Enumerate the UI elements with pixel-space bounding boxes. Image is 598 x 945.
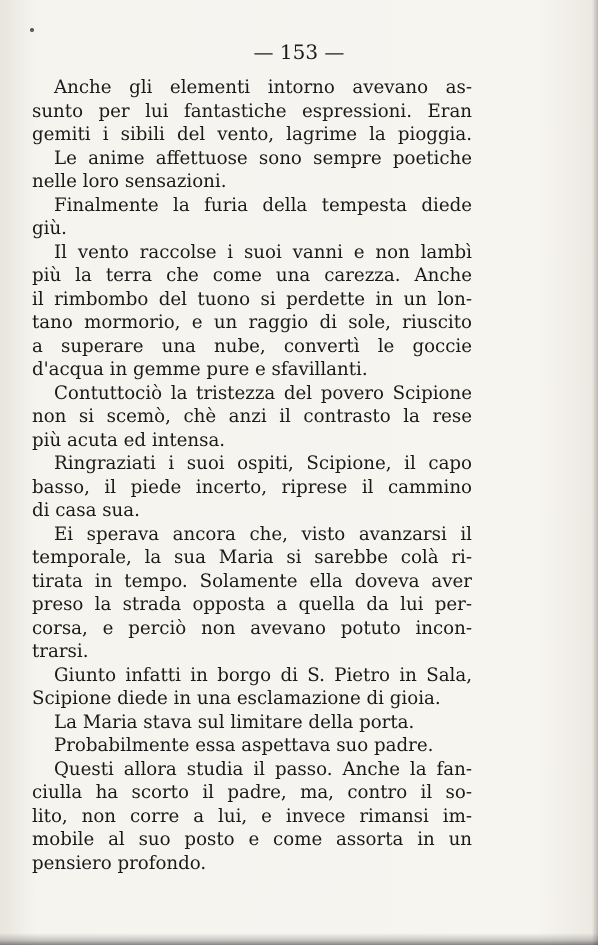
text-line: mobile al suo posto e come assorta in un (32, 829, 472, 850)
text-line: lito, non corre a lui, e invece rimansi im- (32, 805, 472, 827)
text-line: trarsi. (32, 641, 89, 662)
text-line: a superare una nube, convertì le goccie (32, 335, 472, 357)
text-line: non si scemò, chè anzi il contrasto la rese (32, 406, 472, 427)
text-line: Scipione diede in una esclamazione di gioia. (32, 688, 441, 709)
text-line: Giunto infatti in borgo di S. Pietro in Sala, (54, 664, 472, 686)
text-line: La Maria stava sul limitare della porta. (54, 711, 415, 733)
text-line: Le anime affettuose sono sempre poetiche (54, 147, 472, 169)
text-line: preso la strada opposta a quella da lui per- (32, 594, 472, 615)
text-line: d'acqua in gemme pure e sfavillanti. (32, 359, 368, 380)
text-line: di casa sua. (32, 500, 140, 521)
page-bottom-shadow (0, 933, 598, 945)
text-line: ciulla ha scorto il padre, ma, contro il so- (32, 782, 472, 803)
text-line: Questi allora studia il passo. Anche la fan- (54, 758, 472, 780)
text-line: gemiti i sibili del vento, lagrime la pioggia. (32, 124, 472, 145)
text-line: Anche gli elementi intorno avevano as- (54, 77, 472, 98)
text-line: corsa, e perciò non avevano potuto incon- (32, 617, 472, 639)
text-line: Contuttociò la tristezza del povero Scipione (54, 382, 472, 404)
text-line: Finalmente la furia della tempesta diede (54, 194, 472, 216)
text-line: Il vento raccolse i suoi vanni e non lambì (54, 241, 472, 263)
text-line: nelle loro sensazioni. (32, 171, 227, 192)
text-line: tano mormorio, e un raggio di sole, riuscito (32, 312, 472, 333)
text-line: più acuta ed intensa. (32, 429, 226, 451)
text-line: il rimbombo del tuono si perdette in un lon- (32, 288, 472, 310)
text-line: basso, il piede incerto, riprese il cammino (32, 476, 472, 498)
text-line: giù. (32, 218, 67, 239)
text-line: Ei sperava ancora che, visto avanzarsi il (54, 523, 472, 545)
text-line: Ringraziati i suoi ospiti, Scipione, il capo (54, 453, 472, 474)
page-number: — 153 — (253, 40, 345, 64)
text-line: temporale, la sua Maria si sarebbe colà ri- (32, 547, 472, 568)
text-line: sunto per lui fantastiche espressioni. Eran (32, 100, 472, 122)
text-line: più la terra che come una carezza. Anche (32, 265, 472, 286)
text-line: tirata in tempo. Solamente ella doveva aver (32, 570, 472, 592)
text-line: pensiero profondo. (32, 852, 207, 874)
ink-speck (30, 28, 34, 32)
body-text (32, 76, 472, 875)
text-line: Probabilmente essa aspettava suo padre. (54, 735, 434, 756)
page-edge-shadow (592, 0, 598, 945)
